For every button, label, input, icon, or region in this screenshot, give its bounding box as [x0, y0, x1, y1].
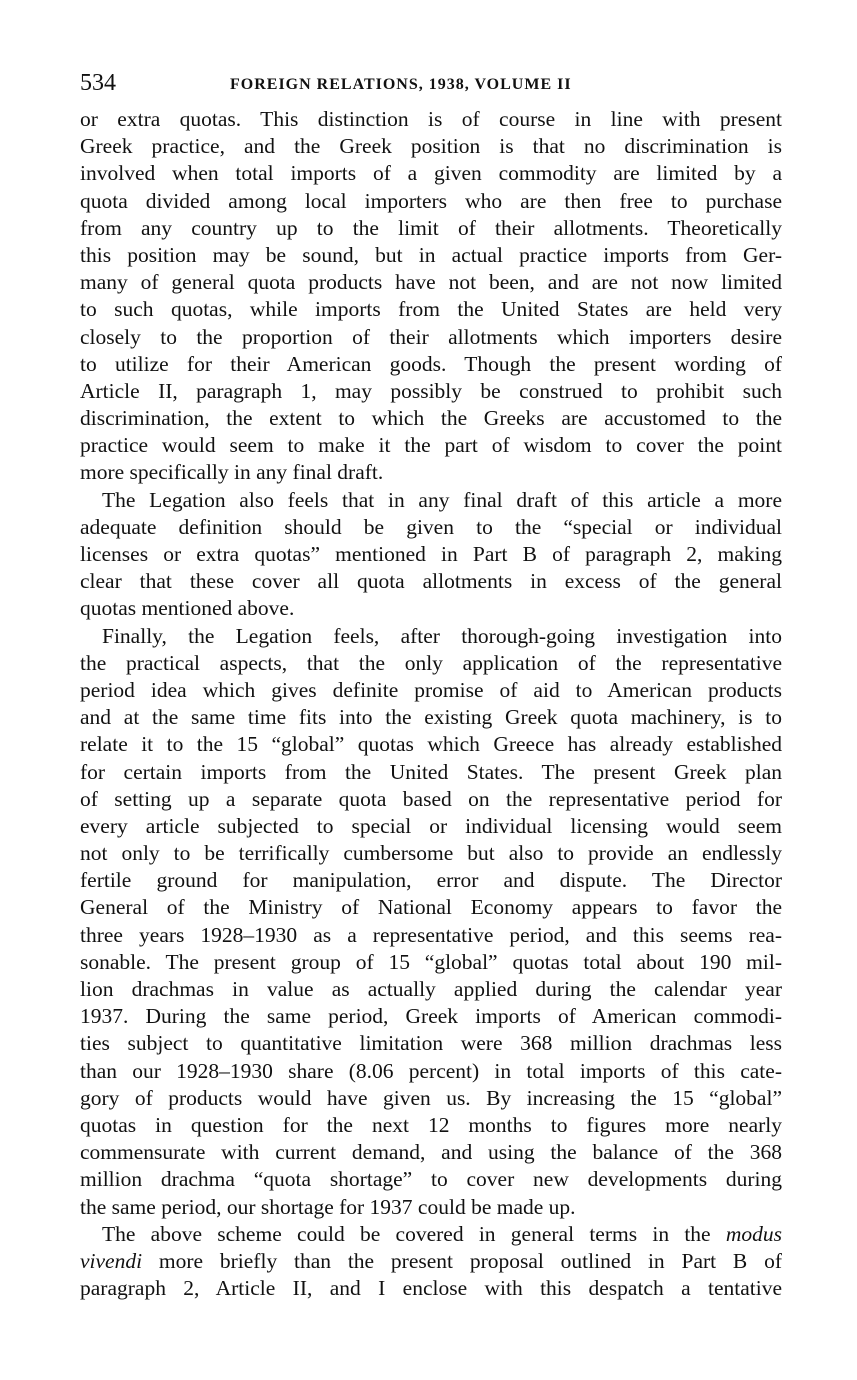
- paragraph-4: [80, 1221, 782, 1303]
- text-line: of setting up a separate quota based on the representative period for: [80, 786, 782, 811]
- text-line: from any country up to the limit of their allotments. Theoretically: [80, 215, 782, 240]
- text-line: quotas in question for the next 12 months to figures more nearly: [80, 1112, 782, 1137]
- italic-text-run: modus: [725, 1221, 782, 1246]
- text-line: Finally, the Legation feels, after thorough-going investigation into: [102, 623, 782, 648]
- text-line: General of the Ministry of National Economy appears to favor the: [80, 895, 782, 920]
- text-line: closely to the proportion of their allotments which importers desire: [80, 324, 782, 349]
- document-page: [80, 70, 782, 1302]
- text-line: paragraph 2, Article II, and I enclose with this despatch a tentative: [80, 1276, 782, 1301]
- text-line: and at the same time fits into the existing Greek quota machinery, is to: [80, 705, 782, 730]
- text-line: fertile ground for manipulation, error and dispute. The Director: [80, 868, 782, 893]
- text-line: involved when total imports of a given commodity are limited by a: [80, 161, 782, 186]
- text-line: many of general quota products have not been, and are not now limited: [80, 270, 782, 295]
- paragraph-2: [80, 487, 782, 623]
- text-line: the same period, our shortage for 1937 could be made up.: [80, 1194, 576, 1219]
- text-line: [80, 1248, 782, 1275]
- text-line: adequate definition should be given to the “special or individual: [80, 514, 782, 539]
- text-line: than our 1928–1930 share (8.06 percent) in total imports of this cate-: [80, 1058, 782, 1083]
- text-line: Greek practice, and the Greek position is that no discrimination is: [80, 134, 782, 159]
- text-line: The Legation also feels that in any final draft of this article a more: [102, 487, 782, 512]
- text-line: sonable. The present group of 15 “global” quotas total about 190 mil-: [80, 949, 782, 974]
- text-line: the practical aspects, that the only application of the representative: [80, 650, 782, 675]
- text-line: quotas mentioned above.: [80, 596, 295, 621]
- text-line: licenses or extra quotas” mentioned in Part B of paragraph 2, making: [80, 542, 782, 566]
- text-line: Article II, paragraph 1, may possibly be construed to prohibit such: [80, 378, 782, 403]
- text-line: every article subjected to special or individual licensing would seem: [80, 813, 782, 838]
- text-line: for certain imports from the United States. The present Greek plan: [80, 759, 782, 784]
- text-line: more specifically in any final draft.: [80, 460, 384, 485]
- text-line: 1937. During the same period, Greek imports of American commodi-: [80, 1004, 782, 1029]
- text-line: quota divided among local importers who are then free to purchase: [80, 188, 782, 213]
- text-line: discrimination, the extent to which the Greeks are accustomed to the: [80, 406, 782, 431]
- text-line: practice would seem to make it the part of wisdom to cover the point: [80, 433, 782, 458]
- text-line: this position may be sound, but in actual practice imports from Ger-: [80, 242, 782, 267]
- running-title: FOREIGN RELATIONS, 1938, VOLUME II: [230, 76, 572, 93]
- text-line: lion drachmas in value as actually applied during the calendar year: [80, 977, 782, 1001]
- text-line: ties subject to quantitative limitation were 368 million drachmas less: [80, 1031, 782, 1056]
- text-line: relate it to the 15 “global” quotas which Greece has already established: [80, 732, 782, 757]
- paragraph-3: [80, 623, 782, 1221]
- text-line: million drachma “quota shortage” to cover new developments during: [80, 1167, 782, 1192]
- text-line: gory of products would have given us. By increasing the 15 “global”: [80, 1085, 782, 1110]
- text-line: not only to be terrifically cumbersome but also to provide an endlessly: [80, 841, 782, 866]
- text-line: to such quotas, while imports from the United States are held very: [80, 297, 782, 322]
- text-run: more briefly than the present proposal outlined in Part B of: [142, 1248, 782, 1273]
- text-line: period idea which gives definite promise of aid to American products: [80, 677, 782, 702]
- text-line: commensurate with current demand, and using the balance of the 368: [80, 1140, 782, 1165]
- text-line: [80, 1221, 782, 1248]
- paragraph-1: [80, 106, 782, 487]
- running-header: [80, 70, 782, 106]
- text-line: or extra quotas. This distinction is of course in line with present: [80, 107, 782, 131]
- text-run: The above scheme could be covered in general terms in the: [102, 1221, 726, 1246]
- page-number: 534: [80, 70, 116, 96]
- italic-text-run: vivendi: [80, 1248, 143, 1273]
- text-line: three years 1928–1930 as a representative period, and this seems rea-: [80, 922, 782, 947]
- text-line: to utilize for their American goods. Though the present wording of: [80, 351, 782, 376]
- text-line: clear that these cover all quota allotments in excess of the general: [80, 569, 782, 594]
